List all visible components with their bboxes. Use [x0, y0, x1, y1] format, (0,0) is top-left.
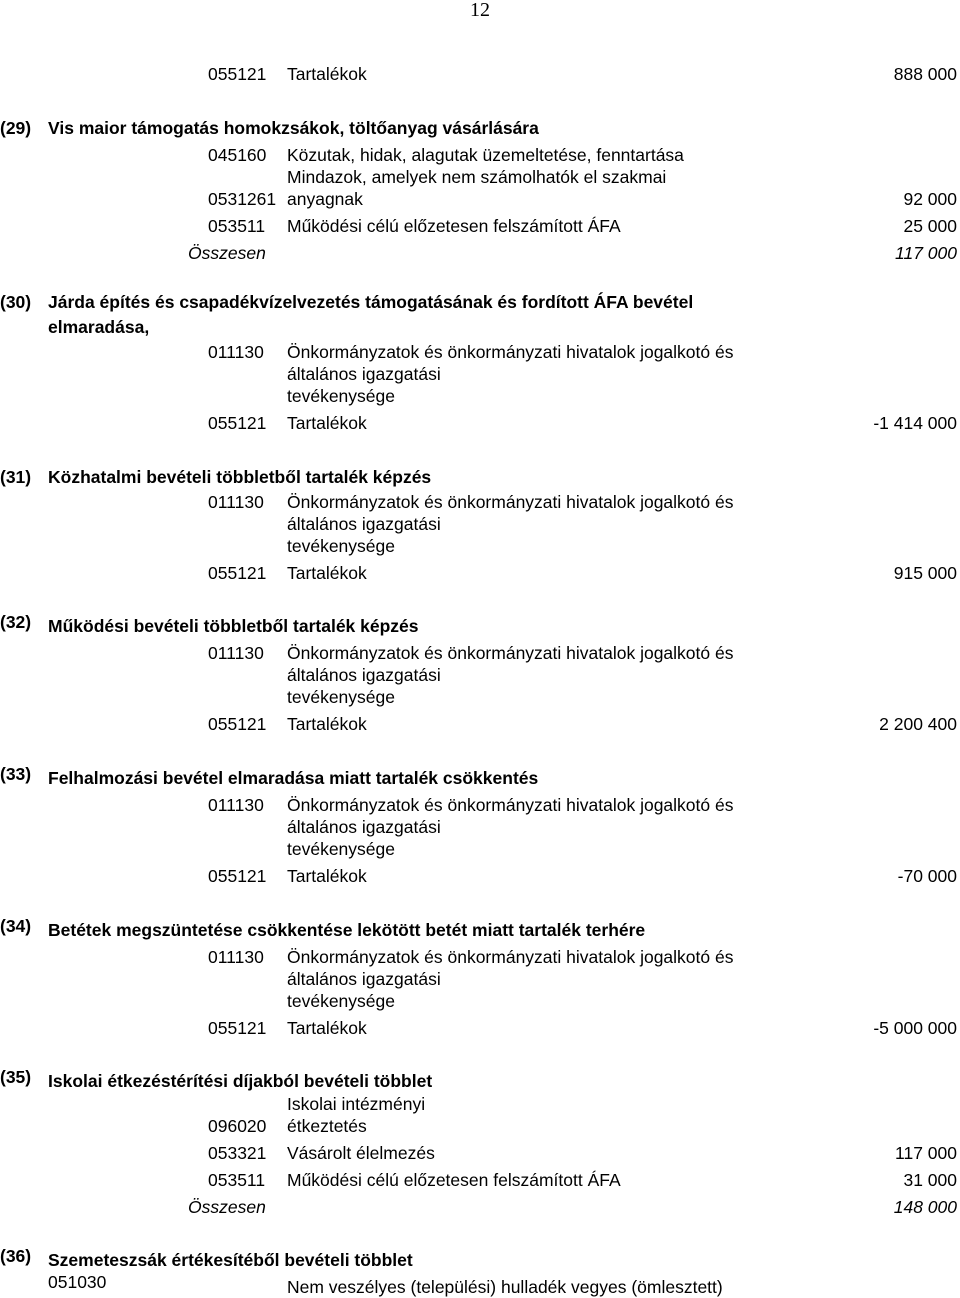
total-amount: 117 000: [895, 243, 957, 263]
section-title: Felhalmozási bevétel elmaradása miatt tartalék csökkentés: [48, 768, 539, 788]
row-code: 053511: [208, 1170, 266, 1190]
row-code: 011130: [208, 342, 264, 362]
section-number: (31): [0, 467, 32, 487]
row-amount: 92 000: [903, 189, 957, 209]
section-title: Iskolai étkezéstérítési díjakból bevételi többlet: [48, 1071, 433, 1091]
row-code: 055121: [208, 563, 267, 583]
row-code: 055121: [208, 64, 267, 84]
section-number: (36): [0, 1246, 32, 1266]
row-code: 011130: [208, 947, 264, 967]
section-number: (34): [0, 916, 32, 936]
row-code: 045160: [208, 145, 267, 165]
row-description: általános igazgatási: [287, 969, 441, 989]
row-description: tevékenysége: [287, 839, 395, 859]
row-code: 096020: [208, 1116, 267, 1136]
row-description: Vásárolt élelmezés: [287, 1143, 435, 1163]
row-code: 055121: [208, 714, 267, 734]
section-number: (35): [0, 1067, 32, 1087]
row-description: Tartalékok: [287, 64, 367, 84]
row-code: 055121: [208, 413, 267, 433]
row-description: általános igazgatási: [287, 665, 441, 685]
row-amount: 117 000: [895, 1143, 957, 1163]
row-description: Tartalékok: [287, 1018, 367, 1038]
row-description: Tartalékok: [287, 714, 367, 734]
total-amount: 148 000: [893, 1197, 957, 1217]
section-title: Betétek megszüntetése csökkentése lekötött betét miatt tartalék terhére: [48, 920, 646, 940]
row-description: Nem veszélyes (települési) hulladék vegyes (ömlesztett): [287, 1277, 723, 1297]
row-description: Tartalékok: [287, 563, 367, 583]
row-description: Önkormányzatok és önkormányzati hivatalok jogalkotó és: [287, 342, 734, 362]
row-description: Működési célú előzetesen felszámított ÁFA: [287, 1170, 621, 1190]
row-description: Iskolai intézményi: [287, 1094, 426, 1114]
row-description: tevékenysége: [287, 687, 395, 707]
section-title: Szemeteszsák értékesítéből bevételi többlet: [48, 1250, 413, 1270]
section-title: Vis maior támogatás homokzsákok, töltőanyag vásárlására: [48, 118, 539, 138]
section-number: (33): [0, 764, 32, 784]
row-code: 011130: [208, 492, 264, 512]
row-description: étkeztetés: [287, 1116, 367, 1136]
row-description: Önkormányzatok és önkormányzati hivatalok jogalkotó és: [287, 947, 734, 967]
section-number: (29): [0, 118, 32, 138]
row-code: 053511: [208, 216, 266, 236]
row-amount: -1 414 000: [873, 413, 957, 433]
section-title: Közhatalmi bevételi többletből tartalék képzés: [48, 467, 432, 487]
total-label: Összesen: [188, 1197, 266, 1217]
row-description: Működési célú előzetesen felszámított ÁFA: [287, 216, 621, 236]
row-description: Közutak, hidak, alagutak üzemeltetése, fenntartása: [287, 145, 684, 165]
row-code: 011130: [208, 643, 264, 663]
row-description: általános igazgatási: [287, 817, 441, 837]
row-description: tevékenysége: [287, 536, 395, 556]
section-title: Járda építés és csapadékvízelvezetés támogatásának és fordított ÁFA bevétel: [48, 292, 694, 312]
section-title: Működési bevételi többletből tartalék képzés: [48, 616, 419, 636]
row-amount: -5 000 000: [873, 1018, 957, 1038]
row-amount: 888 000: [893, 64, 957, 84]
row-amount: 31 000: [903, 1170, 957, 1190]
total-label: Összesen: [188, 243, 266, 263]
row-code: 055121: [208, 1018, 267, 1038]
row-description: általános igazgatási: [287, 364, 441, 384]
row-amount: -70 000: [897, 866, 957, 886]
row-amount: 25 000: [903, 216, 957, 236]
page-number: 12: [470, 0, 490, 21]
row-code: 0531261: [208, 189, 277, 209]
row-description: Önkormányzatok és önkormányzati hivatalok jogalkotó és: [287, 643, 734, 663]
row-description: Önkormányzatok és önkormányzati hivatalok jogalkotó és: [287, 795, 734, 815]
row-amount: 915 000: [893, 563, 957, 583]
section-number: (30): [0, 292, 32, 312]
row-code: 051030: [48, 1272, 107, 1292]
row-code: 011130: [208, 795, 264, 815]
row-code: 055121: [208, 866, 267, 886]
section-number: (32): [0, 612, 32, 632]
row-description: Tartalékok: [287, 866, 367, 886]
row-description: anyagnak: [287, 189, 363, 209]
row-description: tevékenysége: [287, 386, 395, 406]
row-description: Önkormányzatok és önkormányzati hivatalok jogalkotó és: [287, 492, 734, 512]
row-description: tevékenysége: [287, 991, 395, 1011]
row-description: általános igazgatási: [287, 514, 441, 534]
section-title: elmaradása,: [48, 317, 150, 337]
row-amount: 2 200 400: [879, 714, 957, 734]
row-description: Mindazok, amelyek nem számolhatók el szakmai: [287, 167, 667, 187]
row-description: Tartalékok: [287, 413, 367, 433]
row-code: 053321: [208, 1143, 267, 1163]
